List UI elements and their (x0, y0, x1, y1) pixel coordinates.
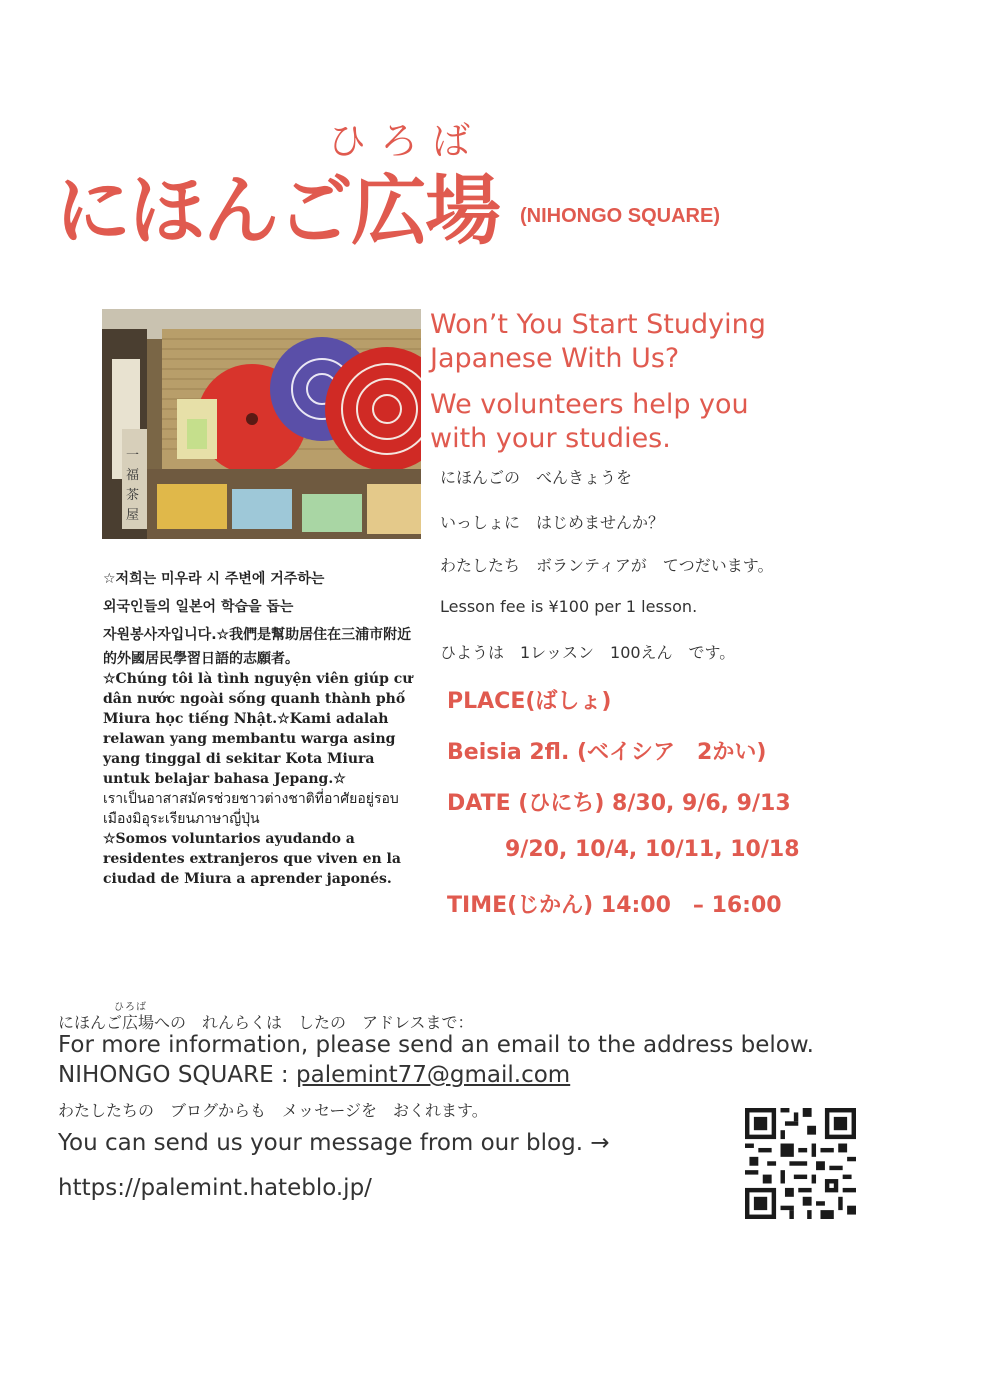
umbrella-shop-image (102, 309, 421, 539)
blog-japanese: わたしたちの ブログからも メッセージを おくれます。 (58, 1101, 488, 1120)
contact-email-line (58, 1062, 570, 1088)
qr-code-icon (745, 1108, 856, 1219)
chinese-text: ☆我們是幫助居住在三浦市附近的外國居民學習日語的志願者。 (103, 627, 412, 667)
korean-line-3: 자원봉사자입니다. (103, 627, 217, 643)
page-subtitle: (NIHONGO SQUARE) (520, 205, 720, 227)
indonesian-text: ☆Kami adalah relawan yang membantu warga asing yang tinggal di sekitar Kota Miura untuk belajar bahasa Jepang.☆ (103, 711, 396, 787)
japanese-line-1: にほんごの べんきょうを (440, 468, 633, 487)
place-label: PLACE(ばしょ) (447, 689, 612, 714)
contact-english: For more information, please send an email to the address below. (58, 1032, 814, 1058)
japanese-line-2: いっしょに はじめませんか？ (440, 513, 665, 532)
headline-line-1: Won’t You Start Studying (430, 309, 766, 340)
title-ruby: ひろば (328, 119, 485, 163)
blog-url-link[interactable]: https://palemint.hateblo.jp/ (58, 1175, 372, 1201)
headline-line-2: Japanese With Us? (430, 343, 680, 374)
shop-sign: 一 (126, 448, 140, 463)
svg-text:茶: 茶 (126, 488, 140, 503)
place-value: Beisia 2fl. (ベイシア 2かい) (447, 740, 767, 765)
vietnamese-text: ☆Chúng tôi là tình nguyện viên giúp cư dân nước ngoài sống quanh thành phố Miura học tiếng Nhật.☆Kami adalah relawan yang membantu warga asing yang tinggal di sekitar Kota Miura untuk belajar bahasa Jepang.☆ (103, 671, 413, 787)
date-line-2: 9/20, 10/4, 10/11, 10/18 (505, 837, 800, 862)
multilingual-description (103, 565, 423, 889)
svg-text:屋: 屋 (126, 508, 140, 523)
qr-code[interactable] (745, 1108, 856, 1219)
time-line: TIME(じかん) 14:00 – 16:00 (447, 893, 782, 918)
spanish-text: ☆Somos voluntarios ayudando a residentes extranjeros que viven en la ciudad de Miura a aprender japonés. (103, 831, 401, 887)
thai-text: เราเป็นอาสาสมัครช่วยชาวต่างชาติที่อาศัยอยู่รอบเมืองมิอุระเรียนภาษาญี่ปุ่น (103, 791, 399, 827)
blog-english: You can send us your message from our blog. → (58, 1130, 610, 1156)
korean-line-2: 외국인들의 일본어 학습을 돕는 (103, 599, 294, 615)
page-title: にほんご広場 (55, 166, 499, 255)
headline-line-3: We volunteers help you (430, 389, 749, 420)
lesson-fee-english: Lesson fee is ¥100 per 1 lesson. (440, 597, 698, 616)
contact-name-label: NIHONGO SQUARE : (58, 1062, 296, 1088)
email-link[interactable]: palemint77@gmail.com (296, 1062, 571, 1088)
lesson-fee-japanese: ひようは 1レッスン 100えん です。 (440, 643, 736, 662)
svg-text:福: 福 (126, 468, 140, 483)
korean-line-1: ☆저희는 미우라 시 주변에 거주하는 (103, 571, 325, 587)
headline (430, 308, 890, 456)
footer-ruby: ひろば (114, 1002, 147, 1013)
umbrella-shop-photo (102, 309, 421, 539)
date-line-1: DATE (ひにち) 8/30, 9/6, 9/13 (447, 791, 791, 816)
contact-japanese: にほんご広場への れんらくは したの アドレスまで： (58, 1013, 474, 1032)
japanese-line-3: わたしたち ボランティアが てつだいます。 (440, 556, 774, 575)
headline-line-4: with your studies. (430, 423, 671, 454)
